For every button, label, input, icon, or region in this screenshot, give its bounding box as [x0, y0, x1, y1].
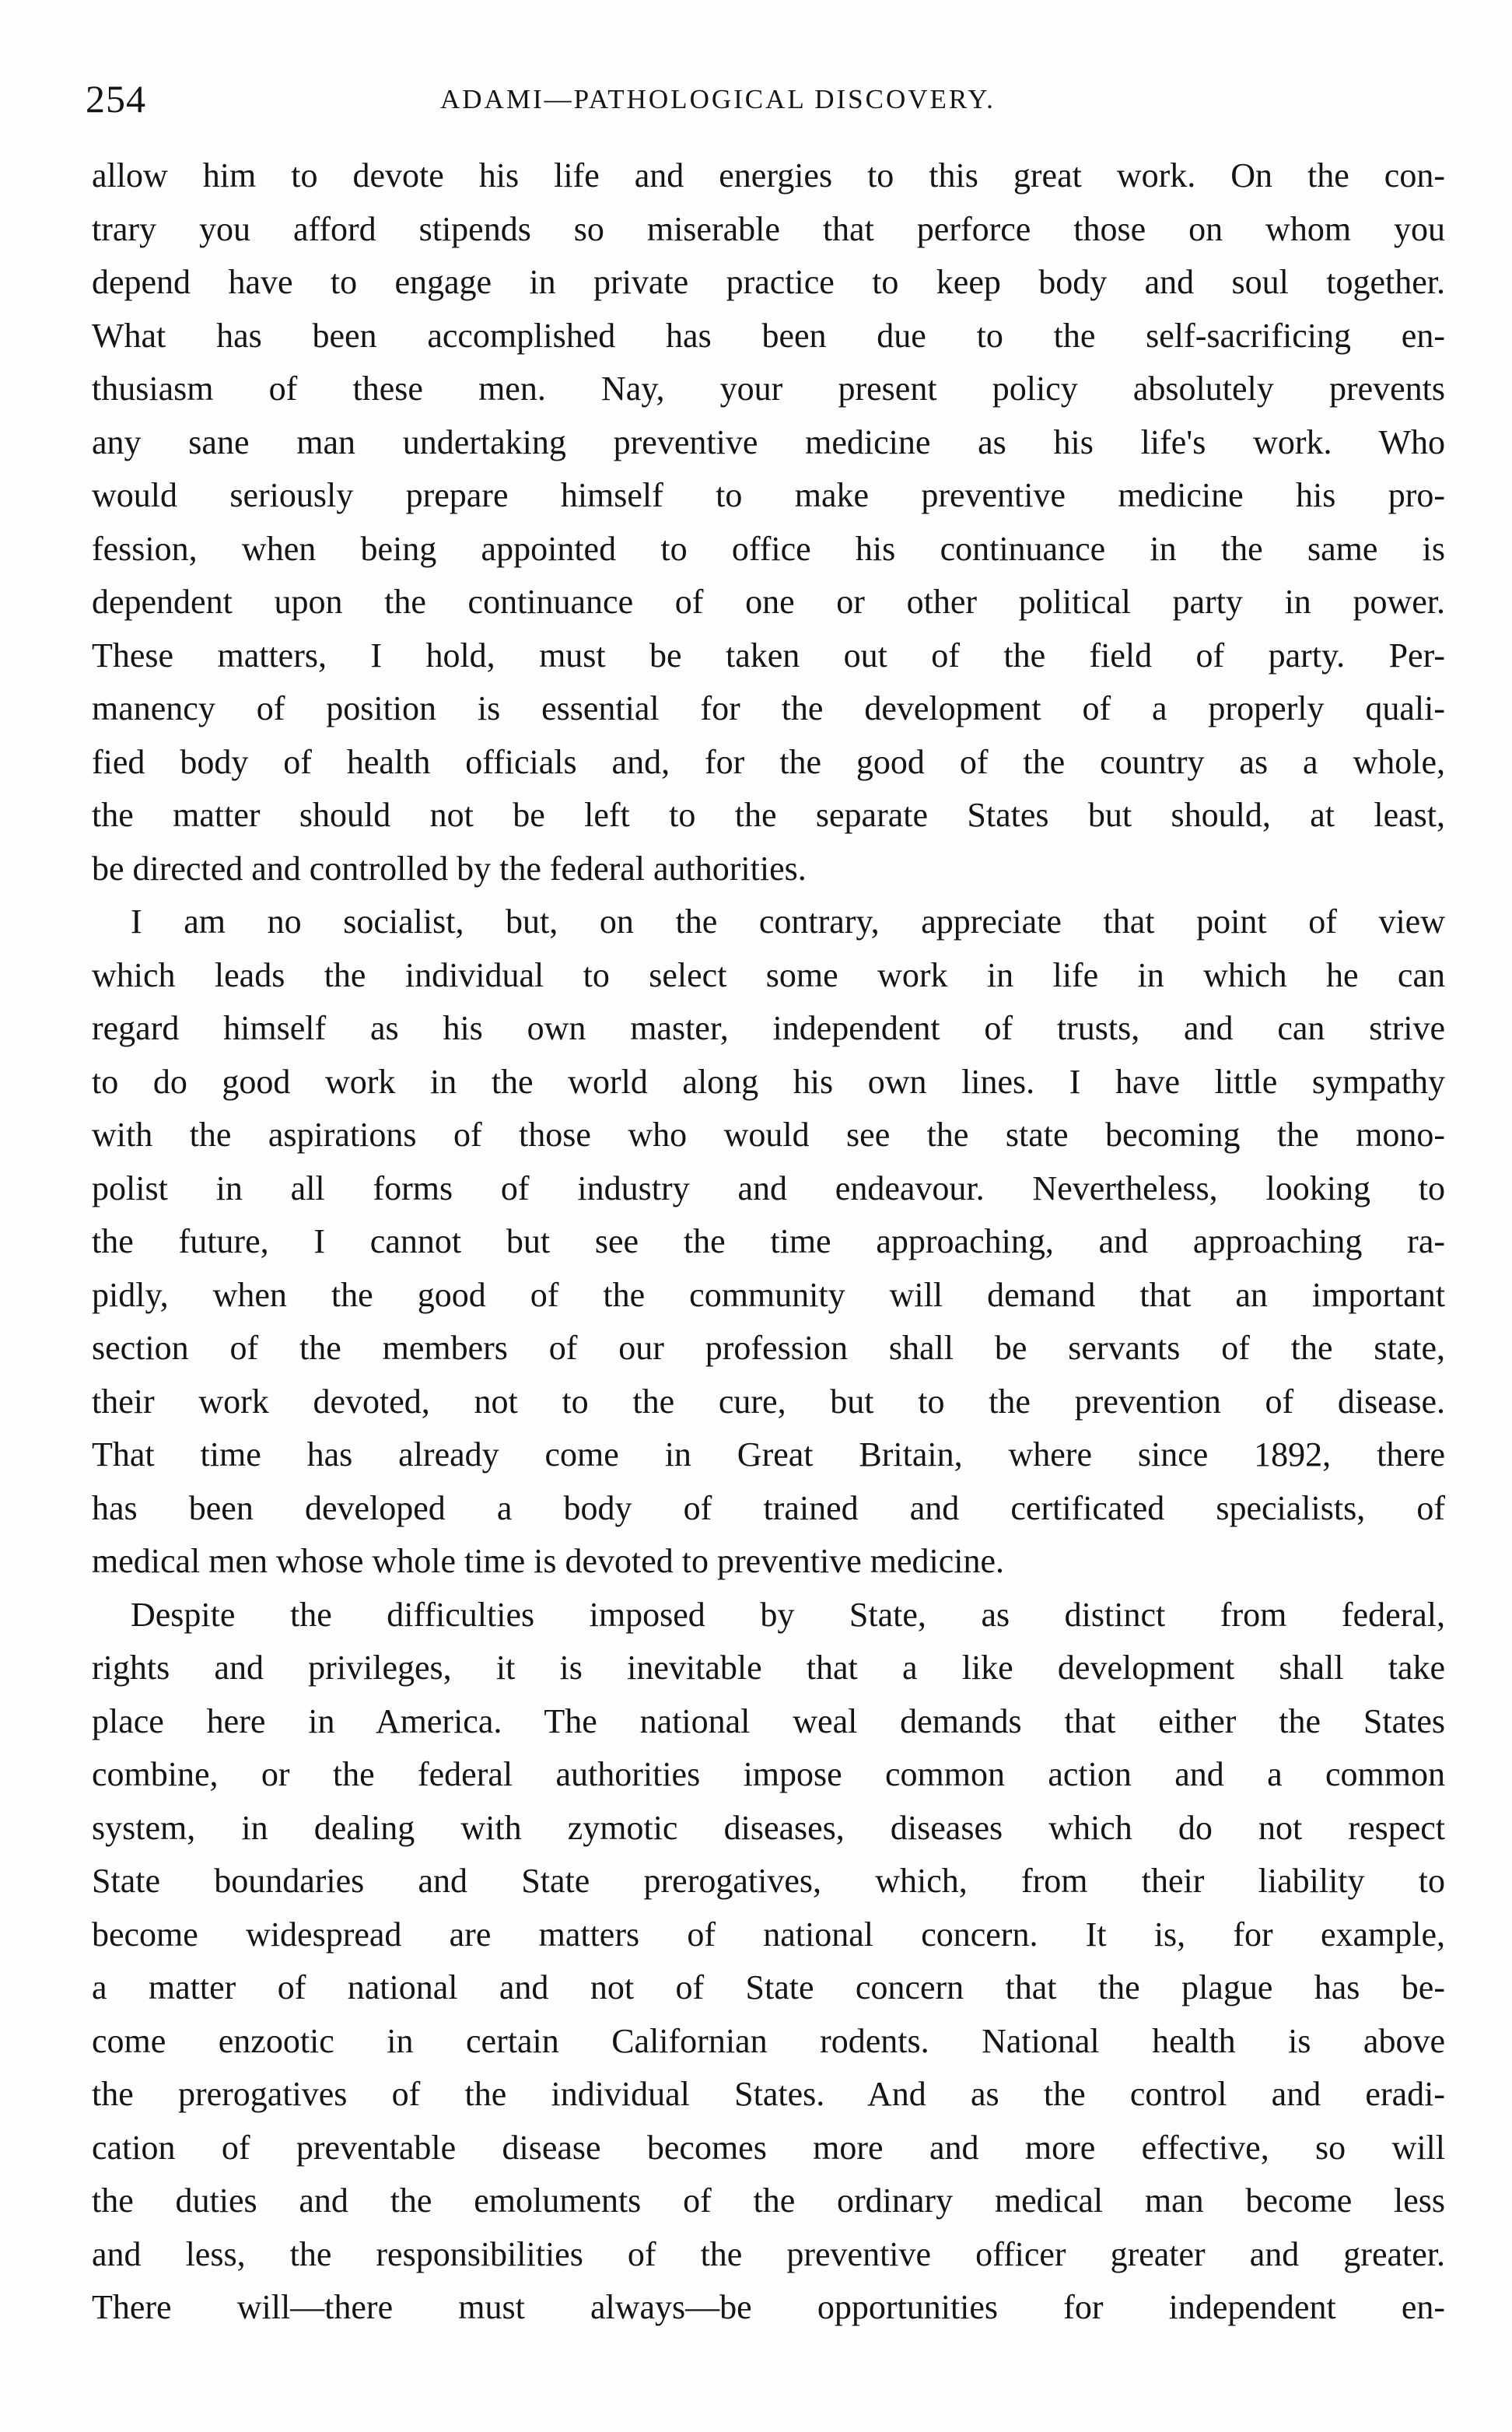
- text-line: a matter of national and not of State concern that the plague has be-: [92, 1968, 1445, 2006]
- text-line: rights and privileges, it is inevitable that a like development shall take: [92, 1649, 1445, 1687]
- text-line: I am no socialist, but, on the contrary, appreciate that point of view: [131, 902, 1445, 941]
- text-line: their work devoted, not to the cure, but to the prevention of disease.: [92, 1382, 1445, 1421]
- text-line: the matter should not be left to the separate States but should, at least,: [92, 796, 1445, 834]
- text-line: That time has already come in Great Britain, where since 1892, there: [92, 1435, 1445, 1474]
- text-line: section of the members of our profession shall be servants of the state,: [92, 1329, 1445, 1367]
- paragraph-3: [92, 1589, 1445, 2335]
- text-line: with the aspirations of those who would see the state becoming the mono-: [92, 1116, 1445, 1154]
- text-line: pidly, when the good of the community will demand that an important: [92, 1275, 1445, 1314]
- text-line: would seriously prepare himself to make preventive medicine his pro-: [92, 476, 1445, 514]
- text-line: combine, or the federal authorities impose common action and a common: [92, 1755, 1445, 1793]
- paragraph-1: [92, 149, 1445, 895]
- text-line: fession, when being appointed to office his continuance in the same is: [92, 529, 1445, 568]
- text-line: allow him to devote his life and energies to this great work. On the con-: [92, 156, 1445, 194]
- text-line: cation of preventable disease becomes more and more effective, so will: [92, 2128, 1445, 2167]
- text-line: dependent upon the continuance of one or other political party in power.: [92, 583, 1445, 621]
- text-line: regard himself as his own master, independent of trusts, and can strive: [92, 1009, 1445, 1047]
- text-line: be directed and controlled by the federal authorities.: [92, 849, 807, 888]
- text-line: polist in all forms of industry and endeavour. Nevertheless, looking to: [92, 1169, 1445, 1207]
- text-line: These matters, I hold, must be taken out of the field of party. Per-: [92, 636, 1445, 675]
- running-head: [86, 72, 1439, 126]
- text-line: There will—there must always—be opportunities for independent en-: [92, 2288, 1445, 2326]
- text-line: the duties and the emoluments of the ordinary medical man become less: [92, 2181, 1445, 2220]
- text-line: Despite the difficulties imposed by State, as distinct from federal,: [131, 1595, 1445, 1634]
- text-line: the future, I cannot but see the time approaching, and approaching ra-: [92, 1222, 1445, 1260]
- text-line: to do good work in the world along his own lines. I have little sympathy: [92, 1062, 1445, 1101]
- text-line: fied body of health officials and, for the good of the country as a whole,: [92, 742, 1445, 781]
- text-line: trary you afford stipends so miserable that perforce those on whom you: [92, 209, 1445, 248]
- text-line: any sane man undertaking preventive medicine as his life's work. Who: [92, 422, 1445, 461]
- text-line: depend have to engage in private practice to keep body and soul together.: [92, 263, 1445, 301]
- paragraph-2: [92, 895, 1445, 1589]
- page-number: 254: [86, 77, 146, 121]
- text-line: and less, the responsibilities of the preventive officer greater and greater.: [92, 2234, 1445, 2273]
- text-line: thusiasm of these men. Nay, your present policy absolutely prevents: [92, 370, 1445, 408]
- text-line: the prerogatives of the individual States. And as the control and eradi-: [92, 2075, 1445, 2113]
- text-line: come enzootic in certain Californian rodents. National health is above: [92, 2021, 1445, 2060]
- text-line: manency of position is essential for the development of a properly quali-: [92, 689, 1445, 727]
- text-body: [92, 149, 1445, 2335]
- text-line: which leads the individual to select some work in life in which he can: [92, 955, 1445, 994]
- text-line: medical men whose whole time is devoted to preventive medicine.: [92, 1542, 1004, 1580]
- text-line: has been developed a body of trained and certificated specialists, of: [92, 1488, 1445, 1527]
- text-line: What has been accomplished has been due to the self-sacrificing en-: [92, 316, 1445, 355]
- text-line: become widespread are matters of national concern. It is, for example,: [92, 1915, 1445, 1954]
- text-line: State boundaries and State prerogatives, which, from their liability to: [92, 1862, 1445, 1900]
- running-title: ADAMI—PATHOLOGICAL DISCOVERY.: [440, 84, 996, 114]
- text-line: place here in America. The national weal demands that either the States: [92, 1701, 1445, 1740]
- text-line: system, in dealing with zymotic diseases, diseases which do not respect: [92, 1808, 1445, 1847]
